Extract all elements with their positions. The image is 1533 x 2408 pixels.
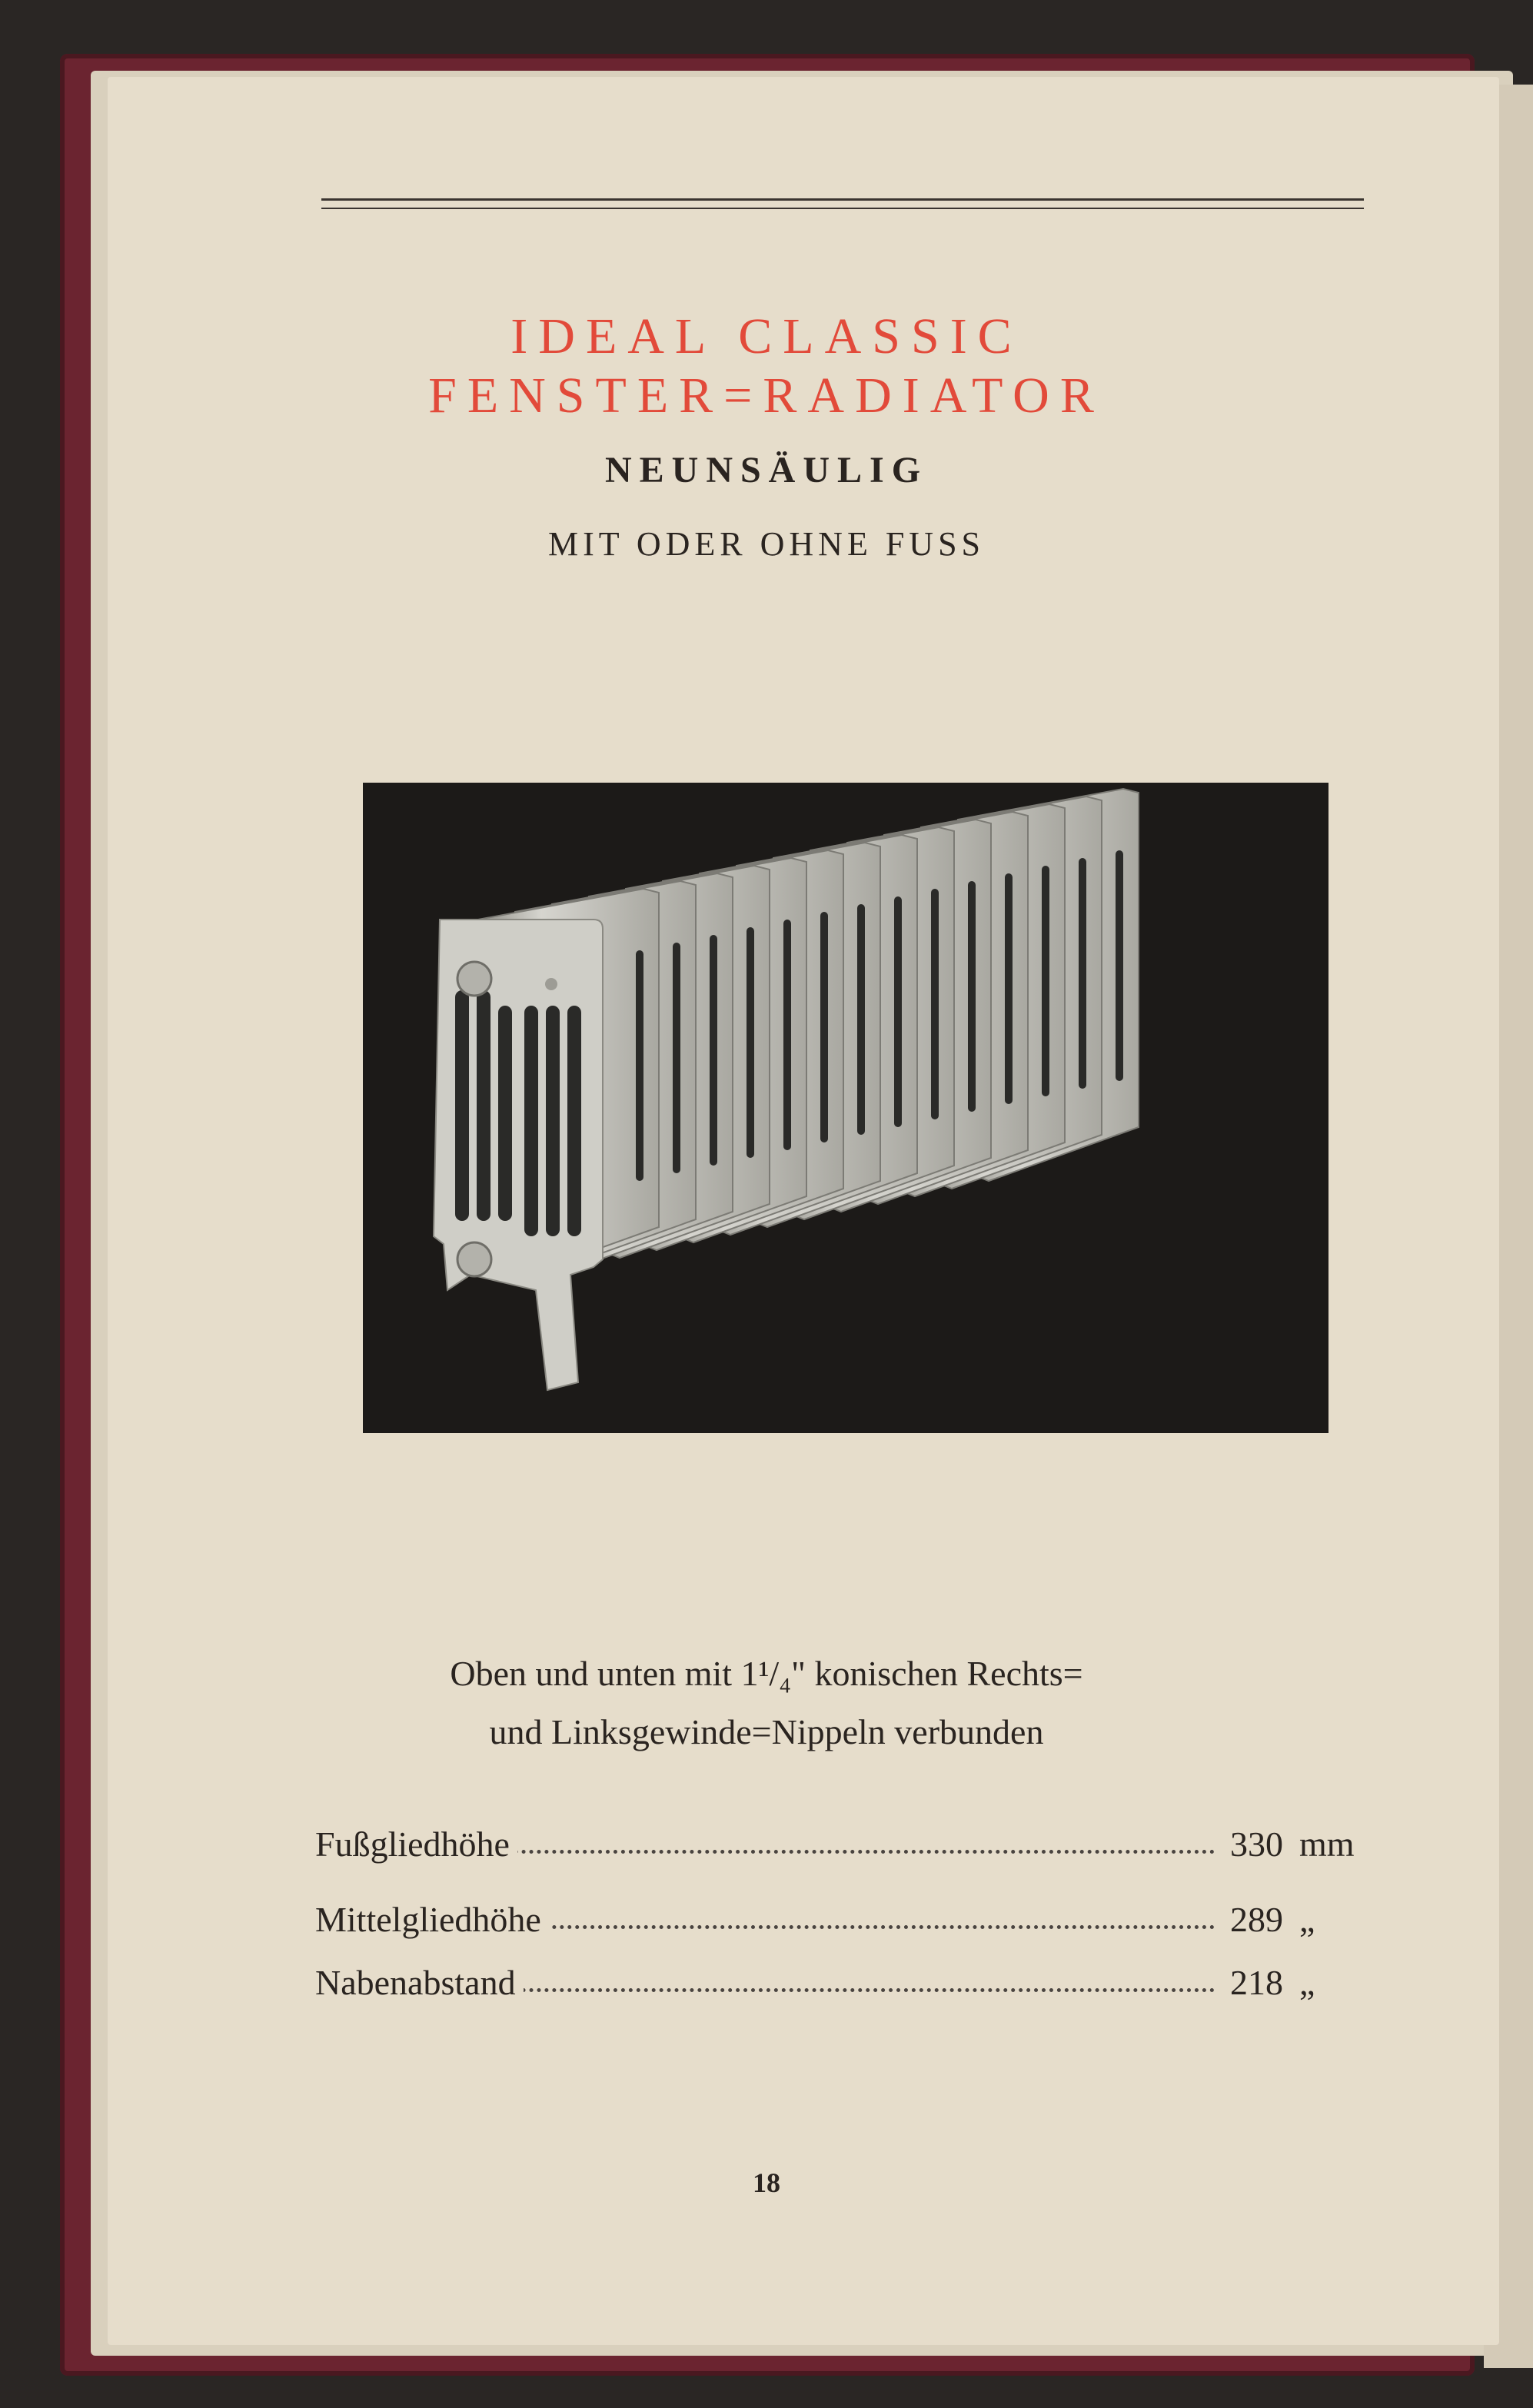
- radiator-illustration: [363, 783, 1328, 1433]
- radiator-photo: [363, 783, 1328, 1433]
- spec-unit: „: [1299, 1900, 1315, 1939]
- spec-row: [315, 1965, 1368, 2011]
- title-line-2: FENSTER=RADIATOR: [428, 368, 1105, 424]
- description-line-2: und Linksgewinde=Nippeln verbunden: [489, 1712, 1044, 1751]
- spec-unit: „: [1299, 1963, 1315, 2002]
- spec-value: 218: [1224, 1965, 1292, 2001]
- front-section: [434, 920, 603, 1390]
- spec-label: Nabenabstand: [315, 1965, 524, 2001]
- top-rule-thin: [321, 208, 1364, 209]
- page-number: 18: [753, 2167, 780, 2198]
- top-rule: [321, 198, 1364, 201]
- title-line-1: IDEAL CLASSIC: [510, 308, 1023, 364]
- spec-value: 289: [1224, 1902, 1292, 1937]
- spec-value: 330: [1224, 1827, 1292, 1862]
- subtitle: NEUNSÄULIG: [604, 450, 929, 491]
- spec-row: [315, 1902, 1368, 1948]
- description-line-1: Oben und unten mit 1¹/₄" konischen Rechts=: [450, 1654, 1083, 1693]
- spec-label: Mittelgliedhöhe: [315, 1902, 549, 1937]
- subtitle-detail: MIT ODER OHNE FUSS: [547, 525, 986, 563]
- spec-label: Fußgliedhöhe: [315, 1827, 517, 1862]
- spec-row: [315, 1824, 1368, 1873]
- spec-unit: mm: [1299, 1824, 1355, 1864]
